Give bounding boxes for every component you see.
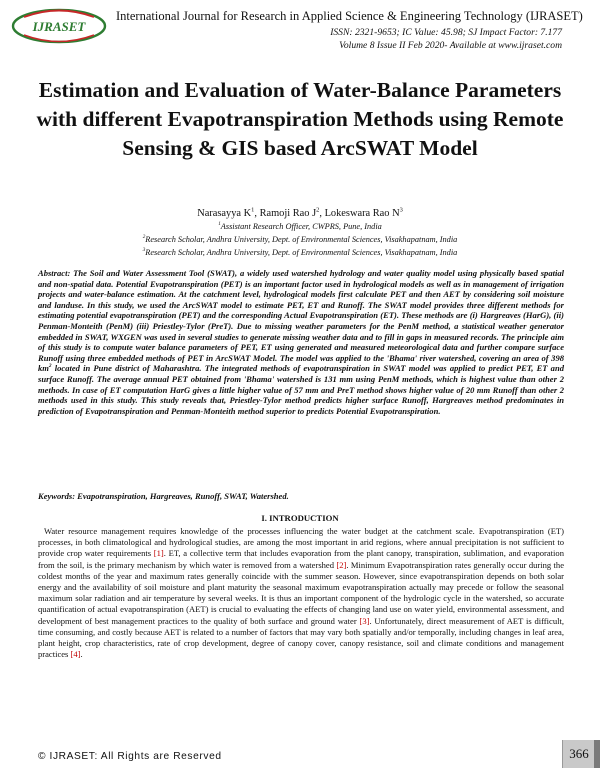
journal-name: International Journal for Research in Applied Science & Engineering Technology (IJRASET) xyxy=(116,9,583,23)
abstract-text-part1: The Soil and Water Assessment Tool (SWAT), a widely used watershed hydrology and water quality model using physically based spatial and non-spatial data. Potential Evapotranspiration (PET) is an important factor used in hydrological models as well as in management of irrigation projects and water-balance estimation. At the catchment level, hydrological models first calculate PET and then AET by considering soil moisture and landuse. In this study, we used the ArcSWAT model to estimate PET, ET and Runoff. The SWAT model provides three different methods for estimating potential evapotranspiration (PET) and the corresponding Actual Evapotranspiration (ET). These methods are (i) Hargreaves (HarG), (ii) Penman-Monteith (PenM) (iii) Priestley-Tylor (PreT). Due to missing weather parameters for the PenM method, a statistical weather generator embedded in SWAT, WXGEN was used in several studies to generate missing weather data and to fill in gaps in measured records. The principle aim of this study is to compute water balance parameters of PET, ET using generated and measured meteorological data and further compare surface Runoff using three embedded methods of PET in ArcSWAT Model. The model was applied to the 'Bhama' river watershed, covering an area of 398 km xyxy=(38,268,564,374)
abstract xyxy=(38,268,564,416)
author-sup: 1 xyxy=(251,206,255,214)
volume-line: Volume 8 Issue II Feb 2020- Available at www.ijraset.com xyxy=(339,40,562,51)
abstract-label: Abstract: xyxy=(38,268,71,278)
page-number: 366 xyxy=(562,740,595,768)
author-separator: , xyxy=(254,208,260,219)
citation-link[interactable]: [3] xyxy=(359,615,370,626)
citation-link[interactable]: [4] xyxy=(70,649,81,660)
author-sup: 2 xyxy=(316,206,320,214)
affiliation-text: Research Scholar, Andhra University, Dept. of Environmental Sciences, Visakhapatnam, India xyxy=(145,248,458,257)
abstract-text-part2: located in Pune district of Maharashtra. The integrated methods of evapotranspiration in SWAT model was applied to predict PET, ET and surface Runoff. The average annual PET obtained from 'Bhama' watershed is 131 mm using PenM methods, which is highest value than other 2 methods. In case of ET computation HarG gives a little higher value of 57 mm and PreT method shows higher value of 20 mm Runoff than other 2 methods used in this study. This study reveals that, Priestley-Tylor method predicts higher surface Runoff, Hargreaves method predominates in prediction of Evapotranspiration and Penman-Monteith method superior to predicts Potential Evapotranspiration. xyxy=(38,363,564,416)
section-heading: I. INTRODUCTION xyxy=(261,513,339,523)
affiliation-text: Research Scholar, Andhra University, Dept. of Environmental Sciences, Visakhapatnam, India xyxy=(145,235,458,244)
intro-text: . Unfortunately, direct measurement of AET is difficult, time consuming, and costly because AET is related to a number of factors that may vary both spatially and/or temporally, including changes in leaf area, plant height, crop characteristics, rate of crop development, degree of canopy cover, canopy resistance, soil and climate conditions and management practices xyxy=(38,615,564,660)
affiliation-sup: 2 xyxy=(142,234,146,241)
affiliation-sup: 3 xyxy=(142,247,146,254)
citation-link[interactable]: [2] xyxy=(336,559,347,570)
intro-text: . ET, a collective term that includes evaporation from the plant canopy, transpiration, sublimation, and evaporation from the soil, is the primary mechanism by which water is removed from a watershed xyxy=(38,548,564,570)
intro-text: . Minimum Evapotranspiration rates generally occur during the coldest months of the year and maximum rates generally coincide with the summer season. However, since evapotranspiration depends on both solar energy and the availability of soil moisture and plant maturity the seasonal maximum evapotranspiration actually may precede or follow the seasonal maximum solar radiation and air temperature by several weeks. It is thus an important component of the hydrologic cycle in the watershed, so accurate quantification of actual evapotranspiration (AET) is crucial to evaluating the effects of changing land use on water yield, environmental assessment, and development of best management practices to the quality of both surface and ground water xyxy=(38,559,564,626)
author-name: Narasayya K xyxy=(197,208,252,219)
paper-title: Estimation and Evaluation of Water-Balance Parameters with different Evapotranspiration Methods using Remote Sensing & GIS based ArcSWAT Model xyxy=(36,78,564,160)
author-name: Ramoji Rao J xyxy=(259,208,317,219)
author-name: Lokeswara Rao N xyxy=(324,208,400,219)
keywords-list: Evapotranspiration, Hargreaves, Runoff, SWAT, Watershed. xyxy=(75,491,289,501)
author-list xyxy=(0,208,600,219)
affiliation-text: Assistant Research Officer, CWPRS, Pune, India xyxy=(220,222,382,231)
issn-line: ISSN: 2321-9653; IC Value: 45.98; SJ Impact Factor: 7.177 xyxy=(330,27,562,38)
author-separator: , xyxy=(319,208,325,219)
affiliation xyxy=(0,235,600,244)
intro-text: . xyxy=(80,649,83,660)
page-corner-bar xyxy=(594,740,600,768)
ijraset-logo xyxy=(10,6,108,46)
affiliation xyxy=(0,222,600,231)
keywords-label: Keywords: xyxy=(38,491,76,501)
abstract-superscript: 2 xyxy=(48,363,52,370)
affiliation xyxy=(0,248,600,257)
logo-text: IJRASET xyxy=(32,19,86,34)
keywords xyxy=(38,491,564,501)
introduction-paragraph xyxy=(38,526,564,660)
affiliation-sup: 1 xyxy=(218,221,221,228)
citation-link[interactable]: [1] xyxy=(153,548,164,559)
author-sup: 3 xyxy=(399,206,403,214)
intro-text: Water resource management requires knowledge of the processes influencing the water budget at the catchment scale. Evapotranspiration (ET) processes, in both climatological and hydrological studies, are among the most important in arid regions, where annual precipitation is not sufficient to provide crop water requirements xyxy=(38,526,564,559)
footer-copyright: © IJRASET: All Rights are Reserved xyxy=(38,751,222,762)
